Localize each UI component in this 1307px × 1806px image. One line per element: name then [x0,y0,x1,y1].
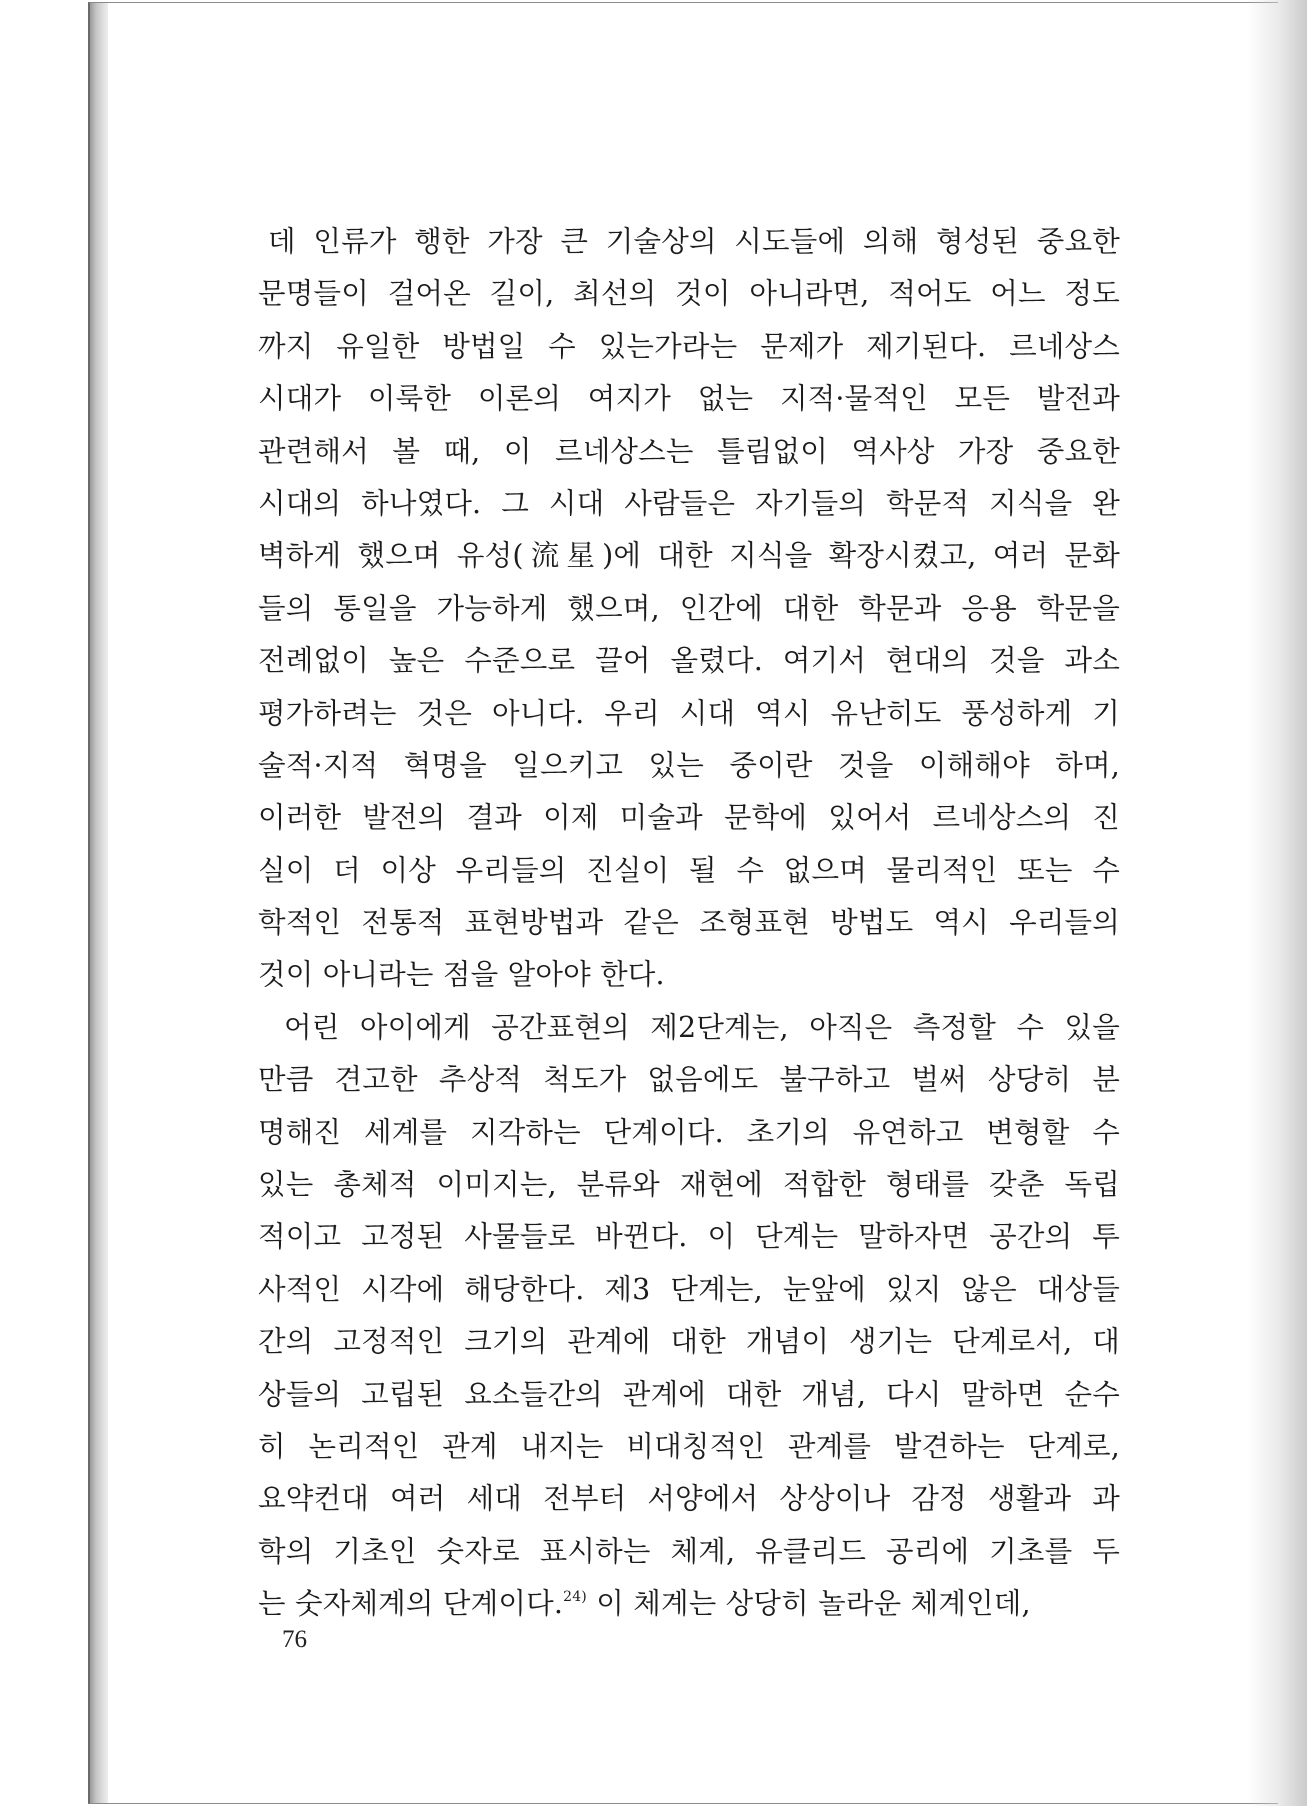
text-line: 학적인 전통적 표현방법과 같은 조형표현 방법도 역시 우리들의 [258,906,1120,940]
text-line: 문명들이 걸어온 길이, 최선의 것이 아니라면, 적어도 어느 정도 [258,277,1120,311]
text-line: 실이 더 이상 우리들의 진실이 될 수 없으며 물리적인 또는 수 [258,853,1120,887]
text-line: 간의 고정적인 크기의 관계에 대한 개념이 생기는 단계로서, 대 [258,1325,1120,1359]
text-line: 시대가 이룩한 이론의 여지가 없는 지적·물적인 모든 발전과 [258,382,1120,416]
text-line: 시대의 하나였다. 그 시대 사람들은 자기들의 학문적 지식을 완 [258,486,1120,520]
text-line: 히 논리적인 관계 내지는 비대칭적인 관계를 발견하는 단계로, [258,1429,1120,1463]
text-line: 데 인류가 행한 가장 큰 기술상의 시도들에 의해 형성된 중요한 [268,225,1120,258]
spine-shadow [1247,0,1307,1806]
text-line: 학의 기초인 숫자로 표시하는 체계, 유클리드 공리에 기초를 두 [258,1534,1120,1568]
text-line: 이러한 발전의 결과 이제 미술과 문학에 있어서 르네상스의 진 [258,801,1120,835]
text-line: 요약컨대 여러 세대 전부터 서양에서 상상이나 감정 생활과 과 [258,1482,1120,1516]
text-line: 명해진 세계를 지각하는 단계이다. 초기의 유연하고 변형할 수 [258,1115,1120,1149]
text-line: 관련해서 볼 때, 이 르네상스는 틀림없이 역사상 가장 중요한 [258,434,1120,468]
footnote-mark[interactable]: 24) [563,1589,587,1606]
text-line: 들의 통일을 가능하게 했으며, 인간에 대한 학문과 응용 학문을 [258,591,1120,625]
text-line: 어린 아이에게 공간표현의 제2단계는, 아직은 측정할 수 있을 [284,1010,1120,1044]
text-line: 사적인 시각에 해당한다. 제3 단계는, 눈앞에 있지 않은 대상들 [258,1272,1120,1306]
page-number: 76 [282,1626,307,1653]
text-line: 술적·지적 혁명을 일으키고 있는 중이란 것을 이해해야 하며, [258,748,1120,782]
text-line: 것이 아니라는 점을 알아야 한다. [258,958,665,992]
text-segment: 이 체계는 상당히 놀라운 체계인데, [586,1587,1031,1621]
text-line: 적이고 고정된 사물들로 바뀐다. 이 단계는 말하자면 공간의 투 [258,1220,1120,1254]
text-line: 만큼 견고한 추상적 척도가 없음에도 불구하고 벌써 상당히 분 [258,1063,1120,1097]
text-line: 상들의 고립된 요소들간의 관계에 대한 개념, 다시 말하면 순수 [258,1377,1120,1411]
text-line: 평가하려는 것은 아니다. 우리 시대 역시 유난히도 풍성하게 기 [258,696,1120,730]
text-line: 전례없이 높은 수준으로 끌어 올렸다. 여기서 현대의 것을 과소 [258,644,1120,678]
body-text [258,216,1120,1631]
text-line: 있는 총체적 이미지는, 분류와 재현에 적합한 형태를 갖춘 독립 [258,1168,1120,1202]
text-line: 벽하게 했으며 유성(流星)에 대한 지식을 확장시켰고, 여러 문화 [258,539,1120,573]
text-line-final [258,1578,1120,1630]
page-edge [88,2,110,1804]
text-segment: 는 숫자체계의 단계이다. [258,1587,564,1621]
text-line: 까지 유일한 방법일 수 있는가라는 문제가 제기된다. 르네상스 [258,329,1120,363]
